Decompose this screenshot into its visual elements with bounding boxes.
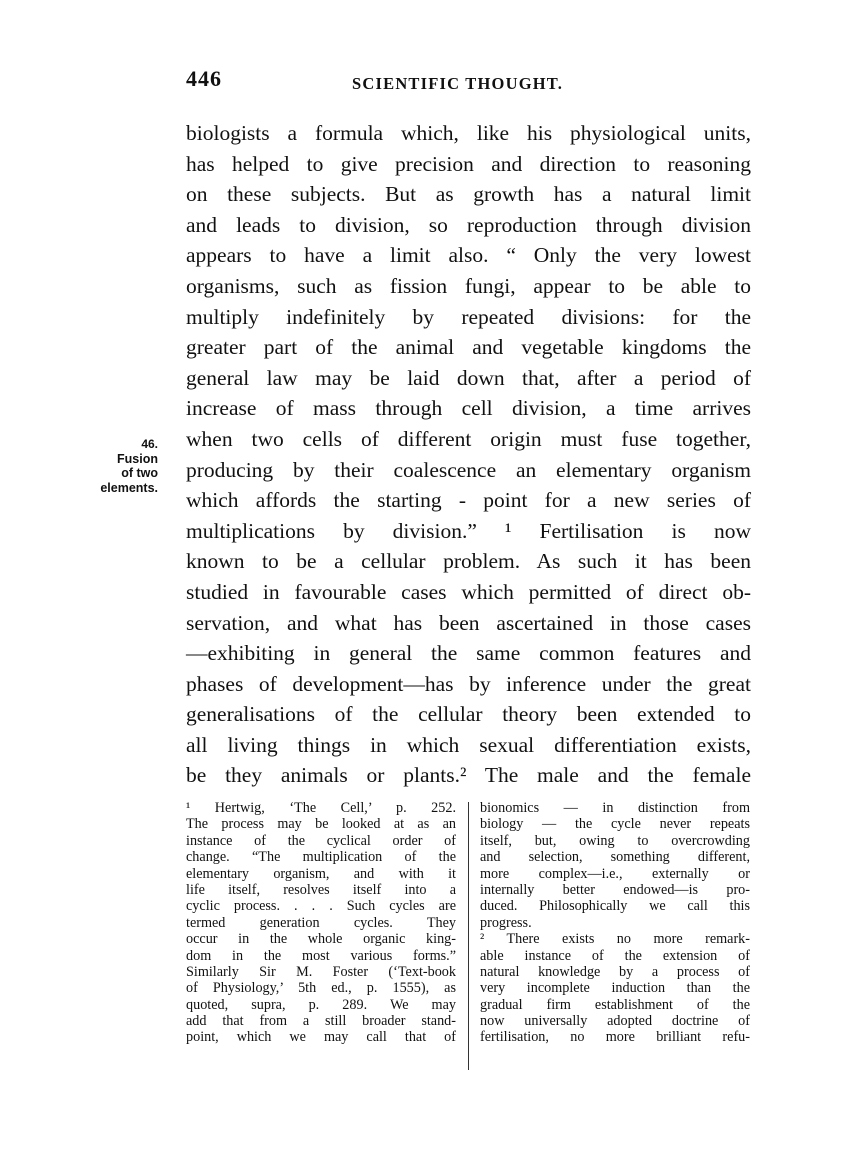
footnote-line: internally better endowed—is pro- xyxy=(480,881,750,898)
body-line: when two cells of different origin must fuse together, xyxy=(186,426,751,451)
footnote-line: biology — the cycle never repeats xyxy=(480,816,750,833)
footnote-column-right xyxy=(480,800,750,1046)
footnote-line: able instance of the extension of xyxy=(480,947,750,964)
body-line: greater part of the animal and vegetable kingdoms the xyxy=(186,335,751,360)
body-line: multiply indefinitely by repeated divisions: for the xyxy=(186,304,751,329)
body-line: all living things in which sexual differentiation exists, xyxy=(186,732,751,757)
footnote-line: occur in the whole organic king- xyxy=(186,931,456,948)
footnote-line: now universally adopted doctrine of xyxy=(480,1013,750,1030)
footnote-line: gradual firm establishment of the xyxy=(480,996,750,1013)
footnote-line: bionomics — in distinction from xyxy=(480,800,750,816)
body-line: and leads to division, so reproduction through division xyxy=(186,212,751,237)
body-text xyxy=(186,118,751,791)
footnote-line: more complex—i.e., externally or xyxy=(480,865,750,882)
body-line: increase of mass through cell division, a time arrives xyxy=(186,396,751,421)
body-line: —exhibiting in general the same common features and xyxy=(186,641,751,666)
page-number: 446 xyxy=(186,66,222,91)
footnote-line: itself, but, owing to overcrowding xyxy=(480,832,750,849)
footnote-line: point, which we may call that of xyxy=(186,1029,456,1046)
margin-note xyxy=(72,437,158,495)
body-line: phases of development—has by inference under the great xyxy=(186,671,751,696)
footnote-line: dom in the most various forms.” xyxy=(186,947,456,964)
footnote-line: natural knowledge by a process of xyxy=(480,963,750,980)
margin-note-line: elements. xyxy=(100,480,158,495)
body-line: servation, and what has been ascertained in those cases xyxy=(186,610,751,635)
body-line: known to be a cellular problem. As such it has been xyxy=(186,549,751,574)
running-head: SCIENTIFIC THOUGHT. xyxy=(352,74,564,93)
footnote-line: instance of the cyclical order of xyxy=(186,832,456,849)
body-line: be they animals or plants.² The male and the female xyxy=(186,763,751,788)
body-line: has helped to give precision and direction to reasoning xyxy=(186,151,751,176)
footnote-line: elementary organism, and with it xyxy=(186,865,456,882)
footnote-line: Similarly Sir M. Foster (‘Text-book xyxy=(186,963,456,980)
body-line: appears to have a limit also. “ Only the very lowest xyxy=(186,243,751,268)
margin-note-number: 46. xyxy=(141,437,158,451)
footnote-line: of Physiology,’ 5th ed., p. 1555), as xyxy=(186,980,456,997)
body-line: on these subjects. But as growth has a natural limit xyxy=(186,182,751,207)
margin-note-line: Fusion xyxy=(117,451,158,466)
footnote-line: change. “The multiplication of the xyxy=(186,849,456,866)
footnote-line: life itself, resolves itself into a xyxy=(186,881,456,898)
footnote-line: ¹ Hertwig, ‘The Cell,’ p. 252. xyxy=(186,800,456,816)
body-line: organisms, such as fission fungi, appear to be able to xyxy=(186,273,751,298)
footnote-line: add that from a still broader stand- xyxy=(186,1013,456,1030)
footnote-line: ² There exists no more remark- xyxy=(480,931,750,948)
footnote-line: and selection, something different, xyxy=(480,849,750,866)
body-line: multiplications by division.” ¹ Fertilisation is now xyxy=(186,518,751,543)
footnote-line: cyclic process. . . . Such cycles are xyxy=(186,898,456,915)
body-line: biologists a formula which, like his physiological units, xyxy=(186,121,751,145)
footnote-line: The process may be looked at as an xyxy=(186,816,456,833)
footnote-line: fertilisation, no more brilliant refu- xyxy=(480,1029,750,1046)
footnote-line: quoted, supra, p. 289. We may xyxy=(186,996,456,1013)
body-line: general law may be laid down that, after a period of xyxy=(186,365,751,390)
body-line: generalisations of the cellular theory been extended to xyxy=(186,702,751,727)
margin-note-line: of two xyxy=(121,466,158,480)
footnote-line: progress. xyxy=(480,914,532,931)
body-line: which affords the starting - point for a new series of xyxy=(186,488,751,513)
footnote-column-divider xyxy=(468,802,469,1070)
footnote-line: duced. Philosophically we call this xyxy=(480,898,750,915)
body-line: studied in favourable cases which permitted of direct ob- xyxy=(186,579,751,604)
body-line: producing by their coalescence an elementary organism xyxy=(186,457,751,482)
footnote-column-left xyxy=(186,800,456,1046)
footnote-line: termed generation cycles. They xyxy=(186,914,456,931)
footnote-line: very incomplete induction than the xyxy=(480,980,750,997)
